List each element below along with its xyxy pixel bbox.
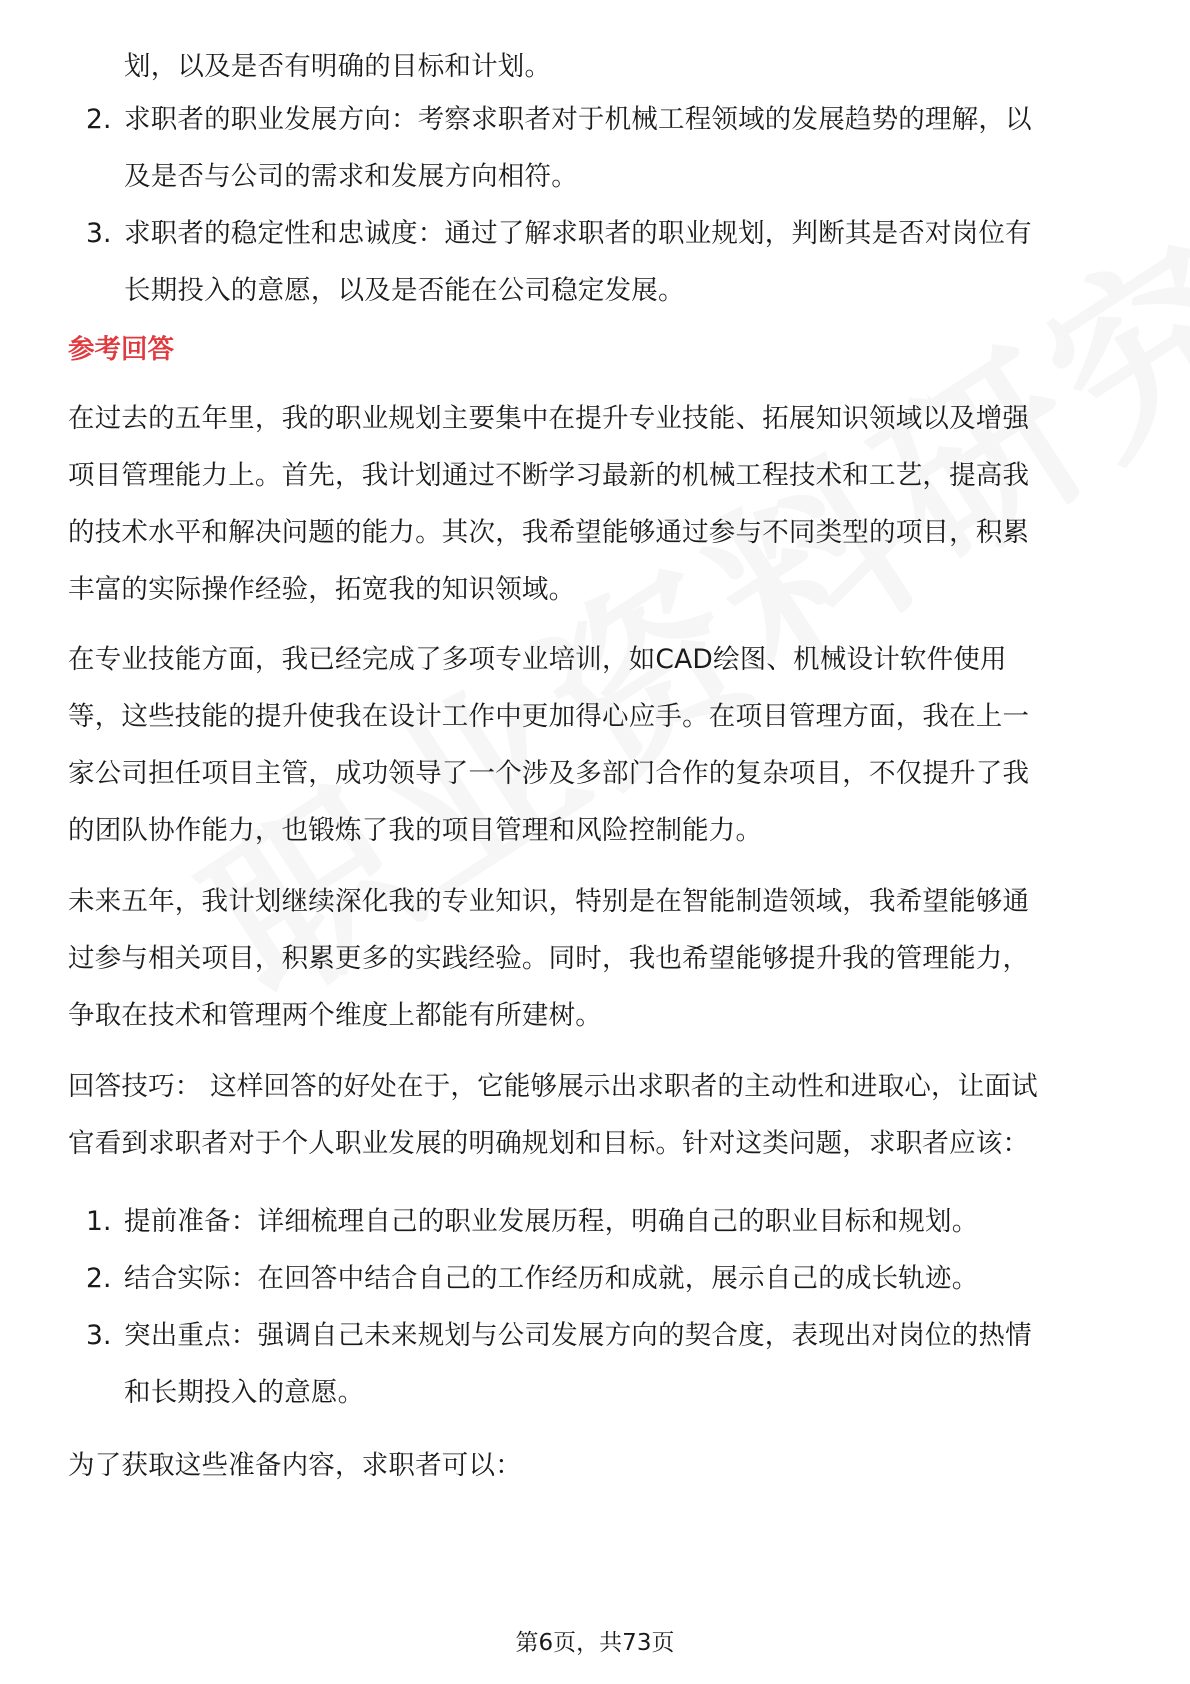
answer-paragraph <box>68 390 1132 618</box>
list-item-line: 求职者的职业发展方向：考察求职者对于机械工程领域的发展趋势的理解，以 <box>124 104 1032 135</box>
text-line: 未来五年，我计划继续深化我的专业知识，特别是在智能制造领域，我希望能够通 <box>68 886 1030 917</box>
text-line: 回答技巧： 这样回答的好处在于，它能够展示出求职者的主动性和进取心，让面试 <box>68 1071 1038 1102</box>
list-item-line: 突出重点：强调自己未来规划与公司发展方向的契合度，表现出对岗位的热情 <box>124 1320 1032 1351</box>
text-line: 过参与相关项目，积累更多的实践经验。同时，我也希望能够提升我的管理能力， <box>68 943 1030 974</box>
list-number: 2. <box>86 1263 112 1294</box>
text-line: 项目管理能力上。首先，我计划通过不断学习最新的机械工程技术和工艺，提高我 <box>68 460 1030 491</box>
list-number: 3. <box>86 1320 112 1351</box>
list-item <box>72 1307 1132 1421</box>
list-item-line: 提前准备：详细梳理自己的职业发展历程，明确自己的职业目标和规划。 <box>124 1206 979 1237</box>
text-line: 的团队协作能力，也锻炼了我的项目管理和风险控制能力。 <box>68 815 763 846</box>
intro-list <box>72 91 1132 319</box>
list-item-line: 长期投入的意愿，以及是否能在公司稳定发展。 <box>124 275 685 306</box>
text-line: 争取在技术和管理两个维度上都能有所建树。 <box>68 1000 602 1031</box>
text-line: 等，这些技能的提升使我在设计工作中更加得心应手。在项目管理方面，我在上一 <box>68 701 1030 732</box>
list-number: 2. <box>86 104 112 135</box>
answer-paragraph <box>68 873 1132 1044</box>
list-number: 1. <box>86 1206 112 1237</box>
tips-paragraph <box>68 1058 1132 1172</box>
closing-text: 为了获取这些准备内容，求职者可以： <box>68 1450 522 1481</box>
list-item-line: 结合实际：在回答中结合自己的工作经历和成就，展示自己的成长轨迹。 <box>124 1263 979 1294</box>
text-line: 家公司担任项目主管，成功领导了一个涉及多部门合作的复杂项目，不仅提升了我 <box>68 758 1030 789</box>
text-line: 官看到求职者对于个人职业发展的明确规划和目标。针对这类问题，求职者应该： <box>68 1128 1030 1159</box>
intro-continuation: 划，以及是否有明确的目标和计划。 <box>124 51 552 82</box>
list-item-line: 及是否与公司的需求和发展方向相符。 <box>124 161 578 192</box>
text-line: 丰富的实际操作经验，拓宽我的知识领域。 <box>68 574 576 605</box>
page-number: 第6页，共73页 <box>515 1630 675 1656</box>
list-item <box>72 1250 1132 1307</box>
text-line: 在专业技能方面，我已经完成了多项专业培训，如CAD绘图、机械设计软件使用 <box>68 644 1007 675</box>
list-item-line: 和长期投入的意愿。 <box>124 1377 365 1408</box>
list-item <box>72 91 1132 205</box>
answer-paragraph <box>68 631 1132 859</box>
text-line: 在过去的五年里，我的职业规划主要集中在提升专业技能、拓展知识领域以及增强 <box>68 403 1030 434</box>
list-item <box>72 205 1132 319</box>
tips-list <box>72 1193 1132 1421</box>
list-number: 3. <box>86 218 112 249</box>
text-line: 的技术水平和解决问题的能力。其次，我希望能够通过参与不同类型的项目，积累 <box>68 517 1030 548</box>
list-item <box>72 1193 1132 1250</box>
section-heading: 参考回答 <box>68 334 174 365</box>
list-item-line: 求职者的稳定性和忠诚度：通过了解求职者的职业规划，判断其是否对岗位有 <box>124 218 1032 249</box>
